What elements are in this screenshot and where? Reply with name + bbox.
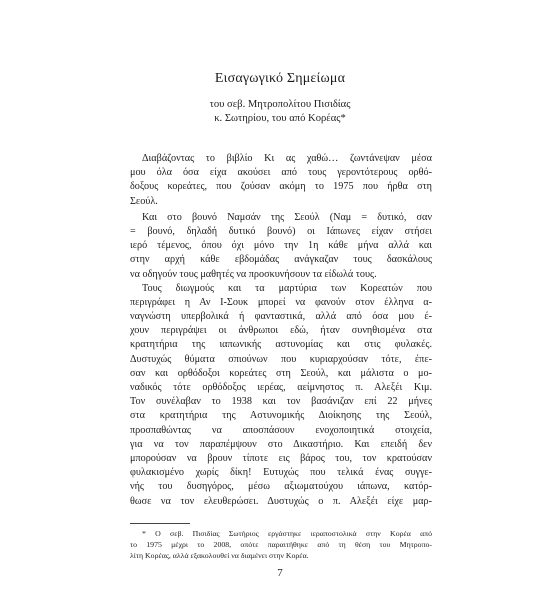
text-line: στην αρχή κάθε εβδομάδας ανάγκαζαν τους δασκάλους	[130, 254, 432, 266]
chapter-title: Εισαγωγικό Σημείωμα	[214, 71, 346, 86]
text-line: δοξους κορεάτες, που ζούσαν ακόμη το 1975 που ήρθα στη	[130, 181, 432, 193]
text-line: = βουνό, δηλαδή δυτικό βουνό) οι Ιάπωνες είχαν στήσει	[130, 225, 432, 237]
footnote-rule	[130, 523, 190, 524]
text-line: φυλακισμένο χωρίς δίκη! Ευτυχώς που τελικά ένας συγγε-	[130, 467, 432, 479]
text-line: ιερό τέμενος, όπου όχι μόνο την 1η κάθε μήνα αλλά και	[130, 240, 432, 252]
text-line: χουν περιγράψει οι άνθρωποι εδώ, ήταν συνηθισμένα στα	[130, 325, 432, 337]
text-line: θωσε να τον ελευθερώσει. Δυστυχώς ο π. Αλεξέι είχε μαρ-	[130, 495, 432, 507]
text-line: νής του δυσηγόρος, μέσω αξιωματούχου ιάπωνα, κατόρ-	[130, 481, 432, 493]
byline-line: κ. Σωτηρίου, του από Κορέας*	[214, 113, 346, 124]
byline-line: του σεβ. Μητροπολίτου Πισιδίας	[209, 99, 351, 110]
text-line: Σεούλ.	[130, 195, 158, 207]
text-line: για να τον παραπέμψουν στο Δικαστήριο. Και επειδή δεν	[130, 438, 432, 450]
text-line: περιγράφει η Αν Ι-Σουκ μπορεί να φανούν στον έλληνα α-	[130, 296, 432, 308]
footnote-line: το 1975 μέχρι το 2008, οπότε παραιτήθηκε από τη θέση του Μητροπο-	[130, 540, 432, 549]
page-number: 7	[277, 567, 283, 579]
footnote	[130, 528, 432, 561]
author-byline	[0, 98, 560, 126]
text-line: να οδηγούν τους μαθητές να προσκυνήσουν τα είδωλά τους.	[130, 268, 377, 280]
text-line: Δυστυχώς θύματα σπιούνων που κυριαρχούσαν τότε, έπε-	[130, 353, 432, 365]
text-line: ναγνώστη υπερβολικά ή φανταστικά, αλλά από όσα μου έ-	[130, 311, 432, 323]
text-line: Και στο βουνό Ναμσάν της Σεούλ (Ναμ = δυτικό, σαν	[142, 211, 432, 223]
paragraph	[130, 282, 432, 509]
text-line: μπορούσαν να βρουν τίποτε εις βάρος του, τον κρατούσαν	[130, 452, 432, 464]
footnote-line: λίτη Κορέας, αλλά εξακολουθεί να διαμένει στην Κορέα.	[130, 551, 309, 560]
text-line: στα κρατητήρια της Αστυνομικής Διοίκησης της Σεούλ,	[130, 410, 432, 422]
text-line: Τον συνέλαβαν το 1938 και τον βασάνιζαν επί 22 μήνες	[130, 396, 432, 408]
paragraph	[130, 211, 432, 282]
text-line: σαν και ορθόδοξοι κορεάτες στη Σεούλ, και μάλιστα ο μο-	[130, 367, 432, 379]
text-line: ναδικός τότε ορθόδοξος ιερέας, αείμνηστος π. Αλεξέι Κιμ.	[130, 382, 432, 393]
footnote-line: * Ο σεβ. Πισιδίας Σωτήριος εργάστηκε ιεραποστολικά στην Κορέα από	[142, 529, 432, 538]
text-line: Διαβάζοντας το βιβλίο Κι ας χαθώ… ζωντάνεψαν μέσα	[142, 153, 432, 164]
text-line: μου όλα όσα είχα ακούσει από τους γεροντότερους ορθό-	[130, 167, 432, 179]
text-line: Τους διωγμούς και τα μαρτύρια των Κορεατών που	[142, 282, 432, 294]
text-line: κρατητήρια της ιαπωνικής αστυνομίας και στις φυλακές.	[130, 339, 432, 351]
text-line: προσπαθώντας να αποσπάσουν ενοχοποιητικά στοιχεία,	[130, 424, 432, 436]
paragraph	[130, 152, 432, 209]
body-text	[130, 152, 432, 509]
